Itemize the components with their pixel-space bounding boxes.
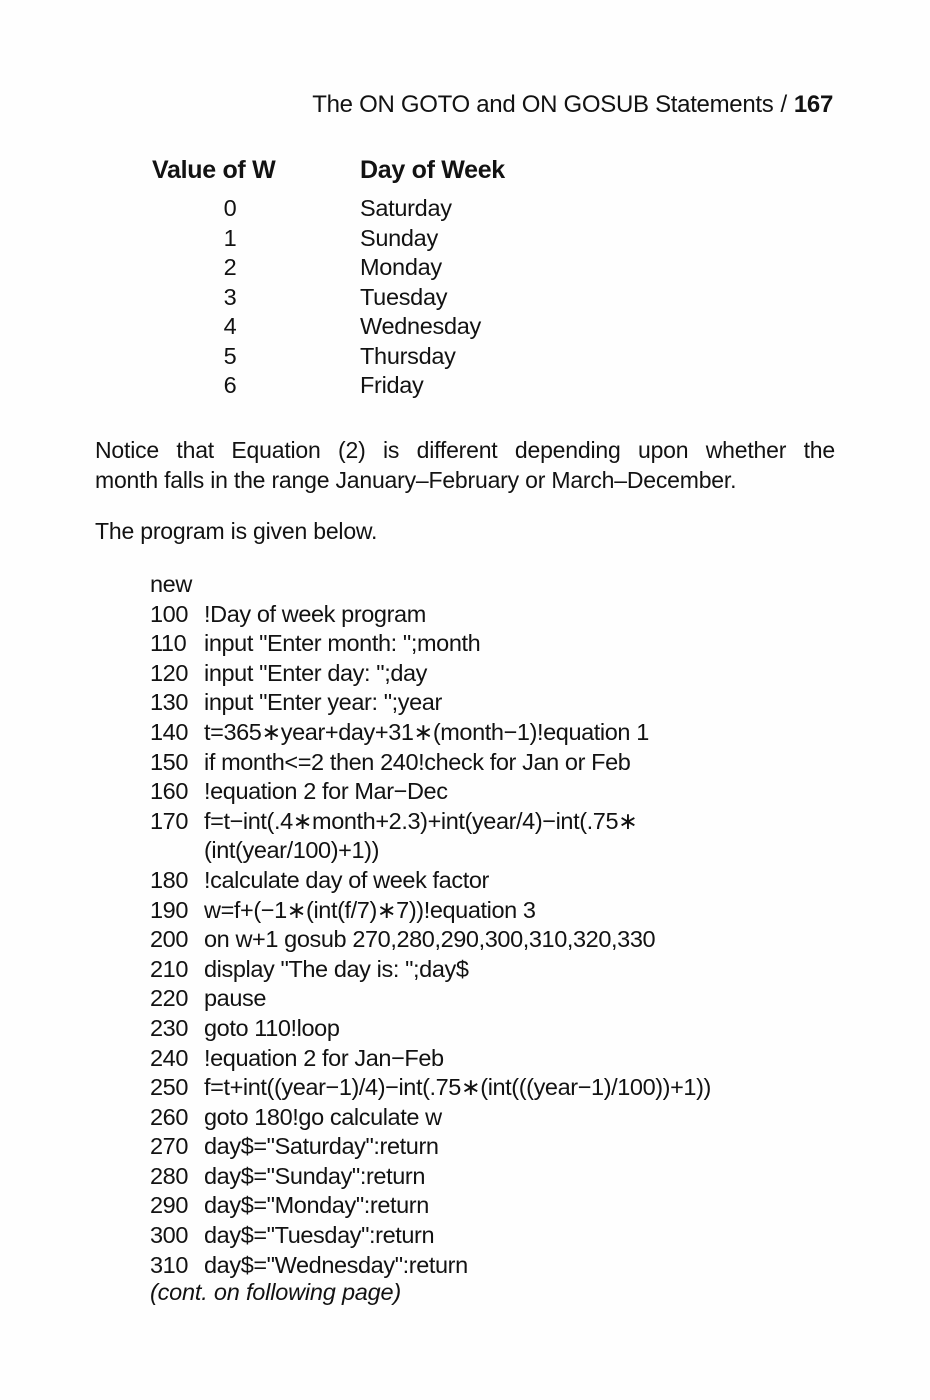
- line-number: 260: [150, 1103, 189, 1130]
- col-header-day-of-week: Day of Week: [360, 156, 505, 184]
- code-line: [150, 688, 711, 718]
- day-name-cell: Sunday: [360, 224, 438, 251]
- code-line: [150, 777, 711, 807]
- running-head: [95, 91, 833, 119]
- line-number: 220: [150, 985, 189, 1012]
- line-number: 110: [150, 630, 187, 657]
- continuation-note: (cont. on following page): [150, 1279, 402, 1305]
- code-line: [150, 748, 711, 778]
- table-row: [152, 342, 505, 372]
- notice-paragraph-line1: Notice that Equation (2) is different depending upon whether the: [95, 437, 835, 463]
- notice-paragraph: [95, 436, 835, 495]
- code-line: [150, 955, 711, 985]
- code-text: !equation 2 for Mar−Dec: [204, 778, 448, 805]
- code-line: [150, 629, 711, 659]
- code-text: f=t+int((year−1)/4)−int(.75∗(int(((year−1)/100))+1)): [204, 1074, 711, 1101]
- intro-paragraph: The program is given below.: [95, 518, 378, 544]
- code-line: [150, 600, 711, 630]
- notice-paragraph-line2: month falls in the range January–February or March–December.: [95, 466, 737, 493]
- line-number: 150: [150, 748, 189, 775]
- day-name-cell: Tuesday: [360, 283, 448, 310]
- code-line: [150, 1221, 711, 1251]
- w-value-cell: 5: [223, 342, 237, 369]
- code-text: f=t−int(.4∗month+2.3)+int(year/4)−int(.75∗: [204, 807, 638, 834]
- day-name-cell: Friday: [360, 372, 424, 398]
- line-number: 300: [150, 1222, 189, 1249]
- code-text: if month<=2 then 240!check for Jan or Feb: [204, 748, 631, 775]
- table-row: [152, 312, 505, 342]
- code-line: [150, 1014, 711, 1044]
- table-body: [152, 194, 505, 401]
- line-number: 160: [150, 778, 189, 805]
- code-text: !calculate day of week factor: [204, 866, 489, 893]
- code-line: [150, 866, 711, 896]
- code-line: [150, 1073, 711, 1103]
- w-value-cell: 4: [223, 313, 237, 339]
- program-listing: [150, 570, 711, 1280]
- line-number: 280: [150, 1162, 189, 1189]
- line-number: 270: [150, 1133, 189, 1160]
- line-number: 140: [150, 718, 189, 745]
- code-line: [150, 1132, 711, 1162]
- code-text: pause: [204, 985, 267, 1012]
- line-number: 240: [150, 1044, 189, 1071]
- day-name-cell: Saturday: [360, 195, 452, 221]
- table-header-row: [152, 156, 505, 185]
- code-text: input "Enter month: ";month: [204, 630, 481, 657]
- code-text: day$="Monday":return: [204, 1192, 429, 1219]
- header-separator: /: [780, 91, 787, 118]
- line-number: 310: [150, 1251, 189, 1278]
- code-line: [150, 984, 711, 1014]
- page-number: 167: [793, 91, 833, 118]
- table-row: [152, 253, 505, 283]
- code-text: !Day of week program: [204, 600, 426, 627]
- line-number: 290: [150, 1192, 189, 1219]
- code-text: day$="Wednesday":return: [204, 1251, 468, 1278]
- code-line: [150, 718, 711, 748]
- code-line: [150, 836, 711, 866]
- code-text: t=365∗year+day+31∗(month−1)!equation 1: [204, 718, 649, 745]
- w-value-cell: 3: [223, 283, 237, 310]
- code-text: display "The day is: ";day$: [204, 955, 469, 982]
- code-line: [150, 925, 711, 955]
- table-row: [152, 194, 505, 224]
- code-text: on w+1 gosub 270,280,290,300,310,320,330: [204, 926, 656, 953]
- code-text: day$="Tuesday":return: [204, 1222, 435, 1249]
- code-line: [150, 1103, 711, 1133]
- line-number: 230: [150, 1014, 189, 1041]
- line-number: 250: [150, 1074, 189, 1101]
- chapter-title: The ON GOTO and ON GOSUB Statements: [312, 91, 774, 118]
- line-number: 190: [150, 896, 189, 923]
- code-text: input "Enter day: ";day: [204, 659, 428, 686]
- code-text: !equation 2 for Jan−Feb: [204, 1044, 444, 1071]
- day-name-cell: Wednesday: [360, 313, 481, 339]
- code-line: [150, 896, 711, 926]
- code-line: [150, 659, 711, 689]
- line-number: [150, 836, 204, 866]
- code-line: [150, 1044, 711, 1074]
- w-value-cell: 0: [223, 195, 237, 221]
- code-text: input "Enter year: ";year: [204, 689, 442, 716]
- code-text: w=f+(−1∗(int(f/7)∗7))!equation 3: [204, 896, 536, 923]
- code-text: (int(year/100)+1)): [204, 837, 379, 864]
- table-row: [152, 283, 505, 313]
- day-name-cell: Thursday: [360, 342, 456, 369]
- line-number: 120: [150, 659, 189, 686]
- code-line: [150, 1191, 711, 1221]
- code-line: [150, 1162, 711, 1192]
- code-text: goto 110!loop: [204, 1014, 340, 1041]
- line-number: new: [150, 571, 192, 597]
- code-text: goto 180!go calculate w: [204, 1103, 442, 1130]
- line-number: 170: [150, 807, 189, 834]
- day-name-cell: Monday: [360, 254, 442, 280]
- value-of-w-table: [152, 156, 505, 401]
- table-row: [152, 371, 505, 401]
- line-number: 210: [150, 955, 189, 982]
- code-line: [150, 807, 711, 837]
- code-line: [150, 1251, 711, 1281]
- code-text: day$="Sunday":return: [204, 1162, 425, 1189]
- w-value-cell: 1: [223, 224, 237, 251]
- w-value-cell: 2: [223, 254, 237, 280]
- col-header-value-of-w: Value of W: [152, 156, 276, 184]
- w-value-cell: 6: [223, 372, 237, 398]
- table-row: [152, 224, 505, 254]
- line-number: 180: [150, 866, 189, 893]
- code-line: [150, 570, 711, 600]
- line-number: 100: [150, 600, 189, 627]
- code-text: day$="Saturday":return: [204, 1133, 439, 1160]
- line-number: 200: [150, 926, 189, 953]
- line-number: 130: [150, 689, 189, 716]
